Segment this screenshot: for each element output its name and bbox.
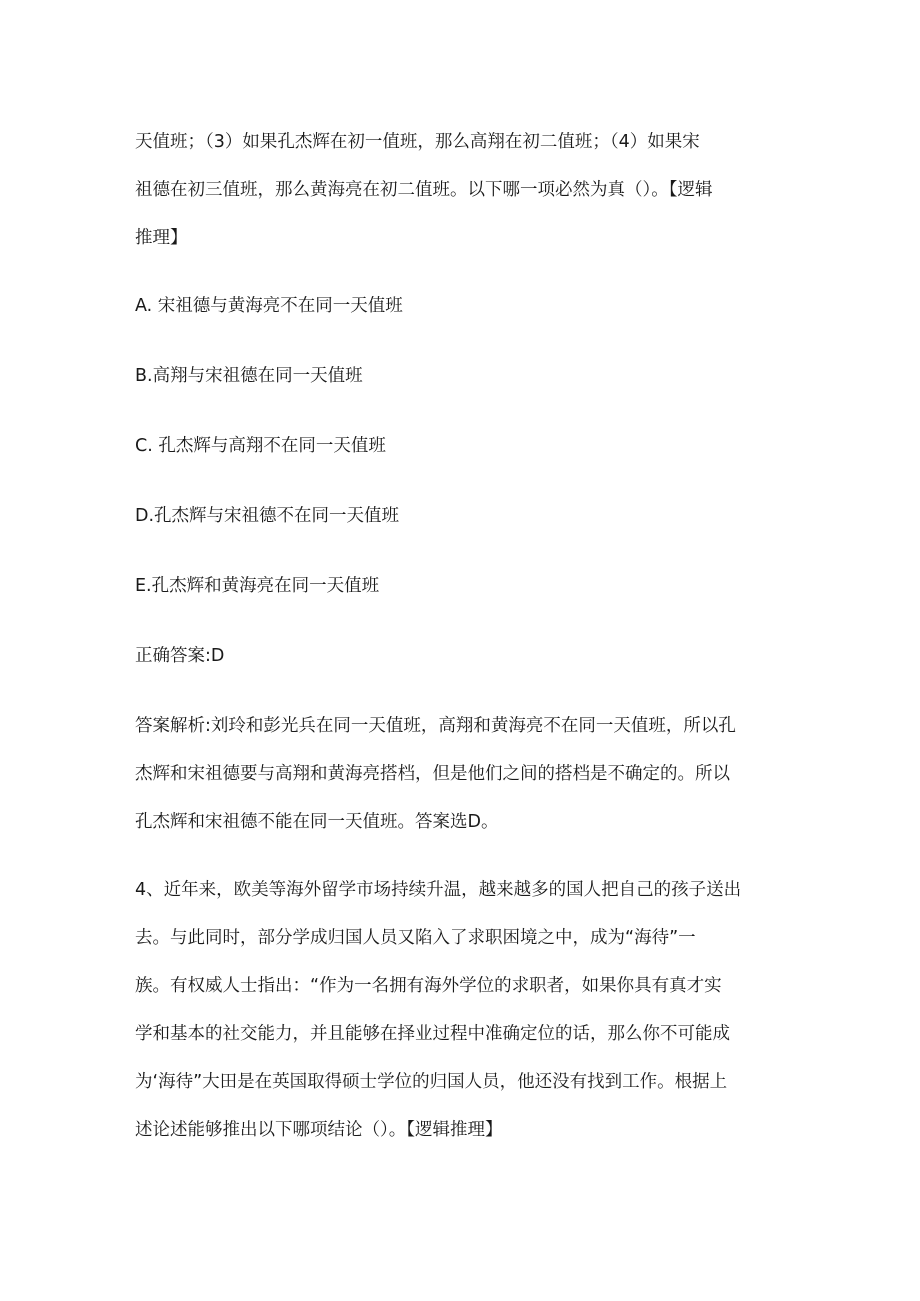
question-line: 4、近年来，欧美等海外留学市场持续升温，越来越多的国人把自己的孩子送出 bbox=[135, 880, 742, 900]
correct-answer: 正确答案:D bbox=[135, 646, 225, 666]
option-c: C. 孔杰辉与高翔不在同一天值班 bbox=[135, 436, 386, 456]
option-a: A. 宋祖德与黄海亮不在同一天值班 bbox=[135, 296, 403, 316]
analysis-line: 答案解析:刘玲和彭光兵在同一天值班，高翔和黄海亮不在同一天值班，所以孔 bbox=[135, 716, 736, 736]
answer-analysis bbox=[135, 702, 795, 846]
question-line: 天值班；（3）如果孔杰辉在初一值班，那么高翔在初二值班；（4）如果宋 bbox=[135, 132, 700, 152]
option-e: E.孔杰辉和黄海亮在同一天值班 bbox=[135, 576, 380, 596]
question-line: 学和基本的社交能力，并且能够在择业过程中准确定位的话，那么你不可能成 bbox=[135, 1024, 730, 1044]
question-line: 为‘海待”大田是在英国取得硕士学位的归国人员，他还没有找到工作。根据上 bbox=[135, 1072, 728, 1092]
question-line: 族。有权威人士指出：“作为一名拥有海外学位的求职者，如果你具有真才实 bbox=[135, 976, 722, 996]
option-b: B.高翔与宋祖德在同一天值班 bbox=[135, 366, 363, 386]
option-d: D.孔杰辉与宋祖德不在同一天值班 bbox=[135, 506, 400, 526]
question-line: 祖德在初三值班，那么黄海亮在初二值班。以下哪一项必然为真（）。【逻辑 bbox=[135, 180, 713, 200]
question-line: 推理】 bbox=[135, 228, 188, 248]
question-3-continued bbox=[135, 118, 795, 262]
analysis-line: 孔杰辉和宋祖德不能在同一天值班。答案选D。 bbox=[135, 812, 499, 832]
question-4 bbox=[135, 866, 795, 1154]
question-line: 去。与此同时，部分学成归国人员又陷入了求职困境之中，成为“海待”一 bbox=[135, 928, 696, 948]
analysis-line: 杰辉和宋祖德要与高翔和黄海亮搭档，但是他们之间的搭档是不确定的。所以 bbox=[135, 764, 730, 784]
question-line: 述论述能够推出以下哪项结论（）。【逻辑推理】 bbox=[135, 1120, 503, 1140]
